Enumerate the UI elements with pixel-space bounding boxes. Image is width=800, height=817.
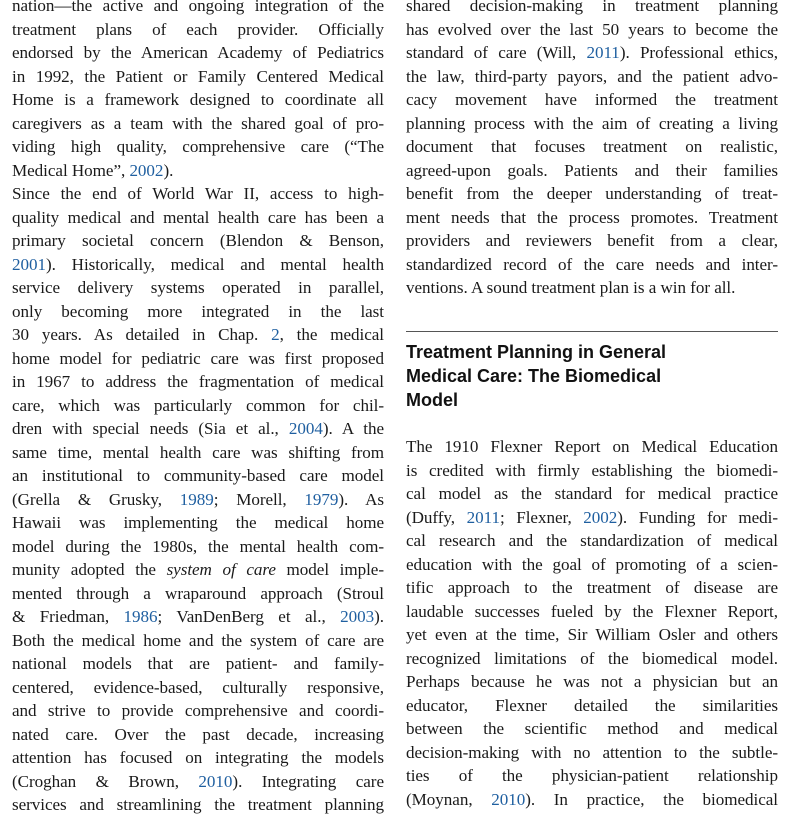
text-line (12, 511, 384, 535)
text-run: planning process with the aim of creating a living (406, 113, 778, 133)
text-line (12, 699, 384, 723)
text-line (12, 394, 384, 418)
text-run: caregivers as a team with the shared goal of pro- (12, 113, 384, 133)
text-run: shared decision-making in treatment planning (406, 0, 778, 15)
text-run: ). A the (322, 419, 384, 438)
text-run: model imple- (275, 560, 384, 579)
text-run: laudable successes fueled by the Flexner Report, (406, 601, 778, 621)
citation-link[interactable]: 2011 (586, 43, 620, 62)
text-line (12, 347, 384, 371)
text-line (406, 459, 778, 483)
text-run: ). Funding for medi- (617, 507, 778, 527)
text-run: cacy movement have informed the treatment (406, 90, 778, 109)
text-line (12, 182, 384, 206)
text-run: mented through a wraparound approach (Stroul (12, 583, 384, 603)
text-line (406, 182, 778, 206)
citation-link[interactable]: 1979 (304, 489, 339, 509)
section-divider (406, 331, 778, 332)
text-run: Both the medical home and the system of care are (12, 630, 384, 650)
text-line (406, 112, 778, 136)
text-run: home model for pediatric care was first proposed (12, 348, 384, 368)
text-run: (Grella & Grusky, (12, 489, 180, 509)
text-run: between the scientific method and medical (406, 719, 778, 738)
text-line (406, 670, 778, 694)
text-line (12, 417, 384, 441)
text-run: nation—the active and ongoing integration of the (12, 0, 384, 15)
citation-link[interactable]: 1989 (179, 489, 214, 509)
text-run: ). Integrating care (232, 771, 384, 791)
text-run: recognized limitations of the biomedical model. (406, 648, 778, 668)
text-run: 30 years. As detailed in Chap. (12, 325, 272, 344)
text-line (406, 65, 778, 89)
text-line (406, 647, 778, 671)
text-line (406, 506, 778, 530)
section-heading-line: Treatment Planning in General (406, 342, 667, 362)
text-line (406, 206, 778, 230)
text-line (12, 746, 384, 770)
text-run: agreed-upon goals. Patients and their families (406, 160, 778, 180)
text-run: has evolved over the last 50 years to become the (406, 19, 778, 39)
text-run: , the medical (279, 325, 384, 344)
text-run: treatment plans of each provider. Officially (12, 19, 384, 39)
text-line (406, 88, 778, 112)
text-run: ). Historically, medical and mental health (46, 254, 384, 274)
text-run: service delivery systems operated in parallel, (12, 278, 384, 297)
text-line (12, 652, 384, 676)
text-run: ment needs that the process promotes. Treatment (406, 207, 778, 227)
text-line (12, 300, 384, 324)
text-run: in 1992, the Patient or Family Centered Medical (12, 66, 384, 86)
text-line (12, 65, 384, 89)
text-line (406, 253, 778, 277)
text-line (12, 629, 384, 653)
text-line (406, 553, 778, 577)
text-run: ; VanDenBerg et al., (157, 607, 341, 626)
citation-link[interactable]: 2001 (12, 254, 46, 274)
text-run: education with the goal of promoting of a scien- (406, 554, 778, 574)
text-run: quality medical and mental health care has been a (12, 207, 384, 227)
text-run: tific approach to the treatment of disease are (406, 578, 778, 597)
citation-link[interactable]: 1986 (123, 607, 158, 626)
text-line (12, 0, 384, 18)
text-run: same time, mental health care was shifting from (12, 442, 384, 462)
text-line (12, 229, 384, 253)
text-run: (Croghan & Brown, (12, 771, 199, 791)
text-run: Medical Home”, (12, 160, 130, 180)
text-line (12, 253, 384, 277)
text-line (406, 623, 778, 647)
text-run: & Friedman, (12, 607, 124, 626)
citation-link[interactable]: 2002 (583, 507, 618, 527)
text-line (12, 276, 384, 300)
text-line (12, 793, 384, 817)
text-line (12, 370, 384, 394)
text-line (406, 159, 778, 183)
citation-link[interactable]: 2011 (466, 507, 500, 527)
text-line (406, 717, 778, 741)
text-run: ). As (338, 489, 384, 509)
text-line (12, 88, 384, 112)
text-run: primary societal concern (Blendon & Benson, (12, 231, 384, 250)
citation-link[interactable]: 2010 (491, 789, 526, 809)
text-run: providers and reviewers benefit from a clear, (406, 231, 778, 250)
text-run: the law, third-party payors, and the patient advo- (406, 66, 778, 86)
text-line (12, 488, 384, 512)
text-line (12, 770, 384, 794)
emphasis-text: system of care (166, 560, 276, 579)
text-run: Since the end of World War II, access to high- (12, 184, 384, 203)
text-line (406, 41, 778, 65)
text-run: and strive to provide comprehensive and coordi- (12, 701, 384, 720)
text-run: document that focuses treatment on realistic, (406, 137, 778, 156)
text-run: standardized record of the care needs and inter- (406, 254, 778, 274)
text-line (12, 135, 384, 159)
text-run: decision-making with no attention to the subtle- (406, 742, 778, 762)
text-run: educator, Flexner detailed the similarities (406, 695, 778, 715)
text-line (406, 576, 778, 600)
text-line (406, 600, 778, 624)
text-run: model during the 1980s, the mental health com- (12, 536, 384, 556)
text-line (12, 112, 384, 136)
text-run: in 1967 to address the fragmentation of medical (12, 372, 384, 391)
citation-link[interactable]: 2003 (340, 607, 375, 626)
text-line (406, 435, 778, 459)
text-run: services and streamlining the treatment planning (12, 795, 384, 814)
text-run: ). (163, 160, 174, 180)
text-run: viding high quality, comprehensive care (“The (12, 137, 384, 156)
text-line (12, 464, 384, 488)
text-run: ). Professional ethics, (619, 43, 778, 62)
text-run: ). (374, 607, 384, 626)
text-run: (Duffy, (406, 507, 467, 527)
text-line (12, 159, 384, 183)
text-line (12, 206, 384, 230)
text-line (12, 582, 384, 606)
text-line (12, 605, 384, 629)
text-line (406, 764, 778, 788)
text-run: yet even at the time, Sir William Osler and others (406, 625, 778, 644)
citation-link[interactable]: 2002 (129, 160, 164, 180)
text-run: (Moynan, (406, 789, 492, 809)
text-run: benefit from the deeper understanding of treat- (406, 184, 778, 203)
text-run: The 1910 Flexner Report on Medical Education (406, 437, 778, 456)
text-run: ). In practice, the biomedical (525, 789, 778, 809)
text-run: cal model as the standard for medical practice (406, 484, 778, 503)
text-run: ; Flexner, (499, 507, 584, 527)
text-line (406, 741, 778, 765)
text-run: dren with special needs (Sia et al., (12, 419, 289, 438)
text-line (12, 441, 384, 465)
text-line (406, 135, 778, 159)
text-run: Hawaii was implementing the medical home (12, 513, 384, 532)
text-line (406, 0, 778, 18)
text-line (12, 558, 384, 582)
text-run: endorsed by the American Academy of Pediatrics (12, 43, 384, 62)
text-line (12, 723, 384, 747)
text-line (12, 41, 384, 65)
section-heading-line: Model (406, 390, 458, 410)
text-line (406, 18, 778, 42)
text-run: Home is a framework designed to coordinate all (12, 90, 384, 109)
citation-link[interactable]: 2010 (198, 771, 233, 791)
text-run: is credited with firmly establishing the biomedi- (406, 460, 778, 480)
text-run: standard of care (Will, (406, 43, 587, 62)
text-run: an institutional to community-based care model (12, 466, 384, 485)
text-line (406, 276, 778, 300)
section-heading-line: Medical Care: The Biomedical (406, 366, 662, 386)
citation-link[interactable]: 2004 (288, 419, 323, 438)
text-line (12, 676, 384, 700)
text-line (12, 18, 384, 42)
text-run: ; Morell, (213, 489, 305, 509)
text-line (406, 694, 778, 718)
text-run: attention has focused on integrating the models (12, 748, 384, 767)
citation-link[interactable]: 2 (271, 325, 280, 344)
text-run: ties of the physician-patient relationship (406, 766, 778, 785)
text-line (12, 323, 384, 347)
text-line (406, 482, 778, 506)
text-run: care, which was particularly common for chil- (12, 395, 384, 415)
text-line (406, 229, 778, 253)
text-run: munity adopted the (12, 560, 167, 579)
text-run: only becoming more integrated in the last (12, 301, 384, 321)
text-run: national models that are patient- and family- (12, 654, 384, 673)
text-line (12, 535, 384, 559)
text-run: centered, evidence-based, culturally responsive, (12, 677, 384, 697)
text-run: ventions. A sound treatment plan is a win for all. (406, 278, 736, 297)
text-line (406, 529, 778, 553)
text-run: Perhaps because he was not a physician but an (406, 672, 778, 691)
text-run: cal research and the standardization of medical (406, 531, 778, 550)
text-run: nated care. Over the past decade, increasing (12, 724, 384, 744)
